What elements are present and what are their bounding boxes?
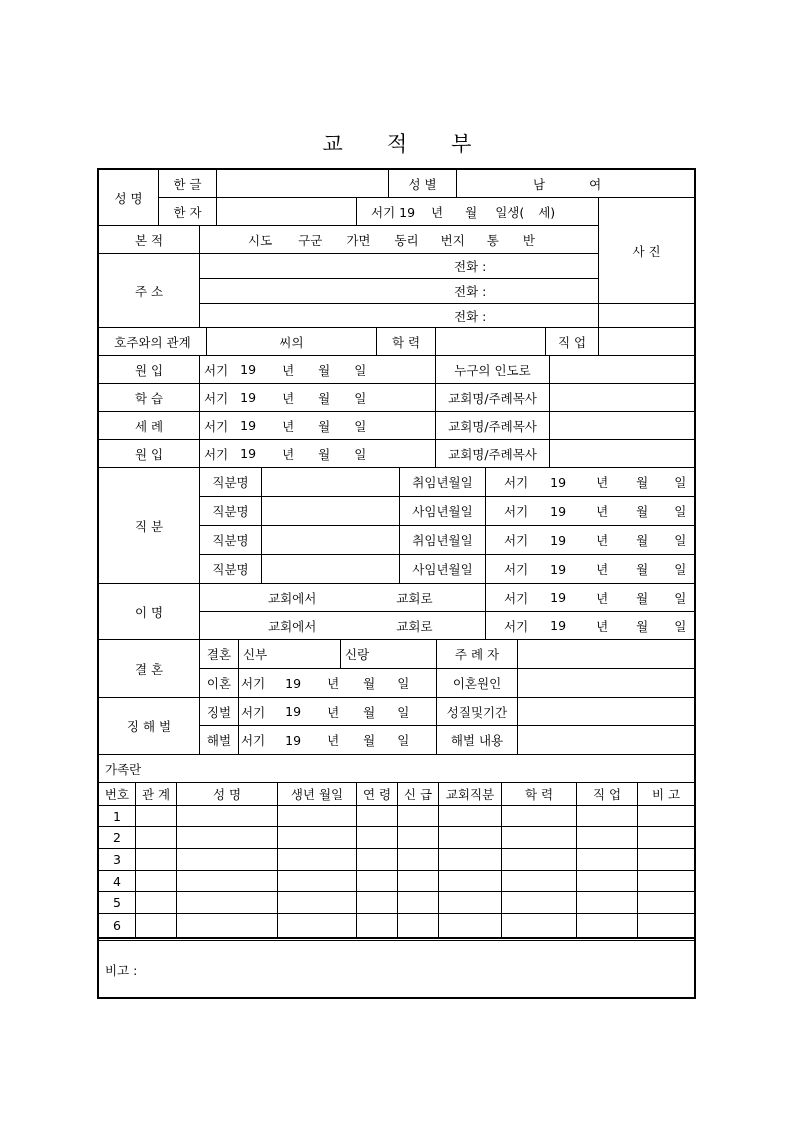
photo-box[interactable] (599, 198, 694, 304)
family-row-number: 4 (99, 871, 136, 892)
date-era: 서기 (504, 504, 529, 519)
family-cell[interactable] (502, 914, 577, 938)
date-y: 년 (282, 418, 295, 434)
family-cell[interactable] (136, 806, 177, 827)
origin-part: 번지 (440, 232, 465, 248)
transfer-from: 교회에서 (268, 590, 317, 606)
groom-label: 신랑 (345, 647, 370, 662)
officiant-field[interactable] (518, 640, 694, 669)
date-m: 월 (318, 390, 331, 406)
nature-label: 성질및기간 (437, 698, 518, 726)
date-year: 19 (550, 590, 567, 605)
family-cell[interactable] (439, 871, 502, 892)
date-d: 일 (397, 733, 410, 748)
family-cell[interactable] (357, 914, 398, 938)
origin-part: 동리 (394, 232, 419, 248)
family-col-header: 관 계 (136, 783, 177, 806)
family-col-header: 번호 (99, 783, 136, 806)
punish-label: 징벌 (200, 698, 239, 726)
hanja-name-field[interactable] (217, 198, 357, 226)
family-cell[interactable] (398, 892, 439, 914)
date-m: 월 (636, 562, 649, 577)
transfer-churches[interactable] (200, 612, 486, 640)
family-col-header: 신 급 (398, 783, 439, 806)
family-cell[interactable] (177, 806, 278, 827)
family-cell[interactable] (398, 827, 439, 849)
family-cell[interactable] (136, 871, 177, 892)
family-cell[interactable] (439, 914, 502, 938)
origin-label: 본 적 (99, 226, 200, 254)
birth-year: 년 (431, 204, 444, 220)
title-char: 부 (451, 132, 472, 156)
date-year: 19 (240, 362, 257, 377)
record-date[interactable] (200, 356, 436, 384)
address-line-3[interactable] (200, 304, 599, 328)
date-d: 일 (397, 676, 410, 691)
date-year: 19 (550, 561, 567, 577)
family-cell[interactable] (136, 827, 177, 849)
date-y: 년 (282, 390, 295, 406)
date-year: 19 (550, 532, 567, 548)
family-cell[interactable] (357, 827, 398, 849)
phone-label: 전화 : (454, 259, 487, 274)
family-row-number: 2 (99, 827, 136, 849)
gender-field[interactable] (457, 170, 694, 198)
date-m: 월 (636, 475, 649, 490)
date-m: 월 (636, 590, 649, 606)
family-col-header: 생년 월일 (278, 783, 357, 806)
origin-part: 통 (486, 232, 499, 248)
duty-date-label: 취임년월일 (400, 468, 486, 497)
date-year: 19 (240, 418, 257, 433)
date-m: 월 (318, 446, 331, 462)
date-year: 19 (550, 618, 567, 633)
duty-name-label: 직분명 (200, 555, 262, 584)
family-cell[interactable] (439, 849, 502, 871)
bride-label: 신부 (243, 647, 268, 662)
family-cell[interactable] (398, 849, 439, 871)
bride-field[interactable] (239, 640, 341, 669)
family-row-number: 3 (99, 849, 136, 871)
address-line-1[interactable] (200, 254, 599, 279)
nature-field[interactable] (518, 698, 694, 726)
date-d: 일 (674, 475, 687, 490)
record-right-label: 교회명/주례목사 (436, 384, 550, 412)
transfer-date[interactable] (486, 584, 694, 612)
family-cell[interactable] (577, 871, 638, 892)
duty-name-field[interactable] (262, 497, 400, 526)
officiant-label: 주 례 자 (437, 640, 518, 669)
family-col-header: 직 업 (577, 783, 638, 806)
family-cell[interactable] (177, 914, 278, 938)
birth-day: 일생( (495, 204, 525, 220)
record-label: 원 입 (99, 440, 200, 468)
record-right-label: 교회명/주례목사 (436, 412, 550, 440)
duty-name-label: 직분명 (200, 497, 262, 526)
date-y: 년 (327, 704, 340, 720)
family-cell[interactable] (357, 806, 398, 827)
duty-name-label: 직분명 (200, 468, 262, 497)
title-char: 적 (386, 132, 408, 156)
duty-date[interactable] (486, 497, 694, 526)
date-y: 년 (282, 446, 295, 462)
record-date[interactable] (200, 384, 436, 412)
transfer-label: 이 명 (99, 584, 200, 640)
family-cell[interactable] (398, 914, 439, 938)
record-label: 학 습 (99, 384, 200, 412)
punish-date[interactable] (239, 698, 437, 726)
record-right-label: 누구의 인도로 (436, 356, 550, 384)
origin-part: 시도 (248, 232, 273, 248)
divorce-label: 이혼 (200, 669, 239, 698)
date-era: 서기 (504, 618, 529, 634)
date-year: 19 (240, 390, 257, 405)
duty-name-field[interactable] (262, 555, 400, 584)
date-era: 서기 (504, 475, 529, 490)
membership-form (97, 168, 696, 999)
date-y: 년 (596, 618, 609, 634)
relation-suffix: 씨의 (279, 334, 304, 350)
duty-name-field[interactable] (262, 468, 400, 497)
record-date[interactable] (200, 412, 436, 440)
family-cell[interactable] (577, 914, 638, 938)
date-d: 일 (354, 418, 367, 434)
birth-era: 서기 19 (371, 204, 416, 220)
date-d: 일 (674, 533, 687, 548)
phone-label: 전화 : (454, 308, 487, 324)
family-cell[interactable] (136, 849, 177, 871)
address-label: 주 소 (99, 254, 200, 328)
remarks-label: 비고 : (105, 963, 138, 978)
release-label: 해벌 (200, 726, 239, 755)
family-cell[interactable] (357, 892, 398, 914)
date-m: 월 (318, 418, 331, 434)
family-cell[interactable] (398, 806, 439, 827)
birth-month: 월 (465, 204, 478, 220)
family-cell[interactable] (177, 871, 278, 892)
date-y: 년 (596, 504, 609, 519)
family-row-number: 1 (99, 806, 136, 827)
record-right-field[interactable] (550, 356, 694, 384)
duty-name-label: 직분명 (200, 526, 262, 555)
family-cell[interactable] (357, 871, 398, 892)
date-d: 일 (354, 446, 367, 462)
release-date[interactable] (239, 726, 437, 755)
date-era: 서기 (241, 676, 266, 691)
family-cell[interactable] (638, 827, 694, 849)
date-y: 년 (327, 733, 340, 748)
date-m: 월 (636, 618, 649, 634)
date-era: 서기 (204, 418, 229, 434)
release-content-field[interactable] (518, 726, 694, 755)
gender-label: 성 별 (389, 170, 457, 198)
transfer-churches[interactable] (200, 584, 486, 612)
duty-date-label: 사임년월일 (400, 555, 486, 584)
record-right-field[interactable] (550, 384, 694, 412)
family-cell[interactable] (502, 871, 577, 892)
korean-name-label: 한 글 (159, 170, 217, 198)
transfer-from: 교회에서 (268, 618, 317, 634)
date-y: 년 (596, 475, 609, 490)
family-cell[interactable] (278, 849, 357, 871)
date-m: 월 (636, 533, 649, 548)
married-label: 결혼 (200, 640, 239, 669)
korean-name-field[interactable] (217, 170, 389, 198)
date-d: 일 (674, 562, 687, 577)
family-cell[interactable] (398, 871, 439, 892)
duty-date-label: 사임년월일 (400, 497, 486, 526)
origin-part: 반 (522, 232, 535, 248)
date-d: 일 (674, 618, 687, 634)
relation-label: 호주와의 관계 (99, 328, 207, 356)
address-extra (599, 304, 694, 328)
date-era: 서기 (204, 446, 229, 462)
duty-date[interactable] (486, 526, 694, 555)
date-d: 일 (397, 704, 410, 720)
date-d: 일 (674, 590, 687, 606)
date-era: 서기 (504, 533, 529, 548)
family-col-header: 교회직분 (439, 783, 502, 806)
job-field[interactable] (599, 328, 694, 356)
family-col-header: 성 명 (177, 783, 278, 806)
date-era: 서기 (504, 562, 529, 577)
page-title (0, 128, 794, 158)
date-era: 서기 (204, 362, 229, 378)
family-cell[interactable] (638, 914, 694, 938)
date-year: 19 (285, 675, 302, 691)
photo-label: 사 진 (632, 243, 661, 259)
transfer-to: 교회로 (396, 590, 433, 606)
phone-label: 전화 : (454, 284, 487, 299)
date-year: 19 (240, 446, 257, 461)
groom-field[interactable] (341, 640, 437, 669)
gender-male: 남 (533, 176, 546, 192)
family-cell[interactable] (502, 806, 577, 827)
duty-date[interactable] (486, 555, 694, 584)
family-cell[interactable] (177, 892, 278, 914)
origin-part: 구군 (298, 232, 323, 248)
transfer-to: 교회로 (396, 618, 433, 634)
date-year: 19 (550, 503, 567, 519)
divorce-date[interactable] (239, 669, 437, 698)
origin-field[interactable] (200, 226, 599, 254)
divorce-reason-label: 이혼원인 (437, 669, 518, 698)
date-y: 년 (596, 590, 609, 606)
date-m: 월 (363, 704, 376, 720)
discipline-label: 징 해 벌 (99, 698, 200, 755)
date-d: 일 (674, 504, 687, 519)
record-label: 원 입 (99, 356, 200, 384)
family-cell[interactable] (278, 871, 357, 892)
transfer-date[interactable] (486, 612, 694, 640)
family-cell[interactable] (439, 892, 502, 914)
family-cell[interactable] (278, 827, 357, 849)
family-cell[interactable] (357, 849, 398, 871)
date-year: 19 (550, 474, 567, 490)
education-field[interactable] (436, 328, 546, 356)
relation-field[interactable] (207, 328, 377, 356)
family-cell[interactable] (577, 892, 638, 914)
date-y: 년 (596, 562, 609, 577)
family-cell[interactable] (638, 871, 694, 892)
duty-name-field[interactable] (262, 526, 400, 555)
date-m: 월 (363, 676, 376, 691)
marriage-label: 결 혼 (99, 640, 200, 698)
title-char: 교 (322, 132, 343, 156)
release-content-label: 해벌 내용 (437, 726, 518, 755)
family-section-label: 가족란 (99, 755, 694, 783)
record-date[interactable] (200, 440, 436, 468)
family-col-header: 연 령 (357, 783, 398, 806)
birth-field[interactable] (357, 198, 599, 226)
date-era: 서기 (504, 590, 529, 606)
record-right-label: 교회명/주례목사 (436, 440, 550, 468)
record-right-field[interactable] (550, 412, 694, 440)
family-cell[interactable] (177, 849, 278, 871)
family-cell[interactable] (502, 849, 577, 871)
hanja-name-label: 한 자 (159, 198, 217, 226)
birth-age: 세) (538, 204, 556, 220)
record-right-field[interactable] (550, 440, 694, 468)
family-cell[interactable] (638, 849, 694, 871)
family-cell[interactable] (577, 827, 638, 849)
family-cell[interactable] (278, 892, 357, 914)
date-era: 서기 (204, 390, 229, 406)
family-cell[interactable] (278, 806, 357, 827)
family-cell[interactable] (136, 892, 177, 914)
date-m: 월 (636, 504, 649, 519)
family-cell[interactable] (439, 806, 502, 827)
duty-label: 직 분 (99, 468, 200, 584)
name-label: 성 명 (99, 170, 159, 226)
education-label: 학 력 (377, 328, 436, 356)
job-label: 직 업 (546, 328, 599, 356)
family-col-header: 학 력 (502, 783, 577, 806)
family-cell[interactable] (638, 892, 694, 914)
family-cell[interactable] (577, 806, 638, 827)
family-cell[interactable] (577, 849, 638, 871)
remarks-field[interactable] (99, 941, 694, 997)
duty-date-label: 취임년월일 (400, 526, 486, 555)
family-row-number: 6 (99, 914, 136, 938)
date-d: 일 (354, 362, 367, 378)
family-cell[interactable] (278, 914, 357, 938)
origin-part: 가면 (346, 232, 371, 248)
date-m: 월 (363, 733, 376, 748)
family-cell[interactable] (502, 892, 577, 914)
duty-date[interactable] (486, 468, 694, 497)
date-y: 년 (596, 533, 609, 548)
family-col-header: 비 고 (638, 783, 694, 806)
family-cell[interactable] (638, 806, 694, 827)
family-cell[interactable] (177, 827, 278, 849)
divorce-reason-field[interactable] (518, 669, 694, 698)
date-y: 년 (327, 676, 340, 691)
address-line-2[interactable] (200, 279, 599, 304)
record-label: 세 례 (99, 412, 200, 440)
date-d: 일 (354, 390, 367, 406)
family-cell[interactable] (136, 914, 177, 938)
date-year: 19 (285, 704, 302, 719)
date-era: 서기 (241, 704, 266, 720)
family-cell[interactable] (439, 827, 502, 849)
date-era: 서기 (241, 733, 266, 748)
date-y: 년 (282, 362, 295, 378)
family-row-number: 5 (99, 892, 136, 914)
gender-female: 여 (589, 176, 602, 192)
date-year: 19 (285, 732, 302, 748)
date-m: 월 (318, 362, 331, 378)
family-cell[interactable] (502, 827, 577, 849)
